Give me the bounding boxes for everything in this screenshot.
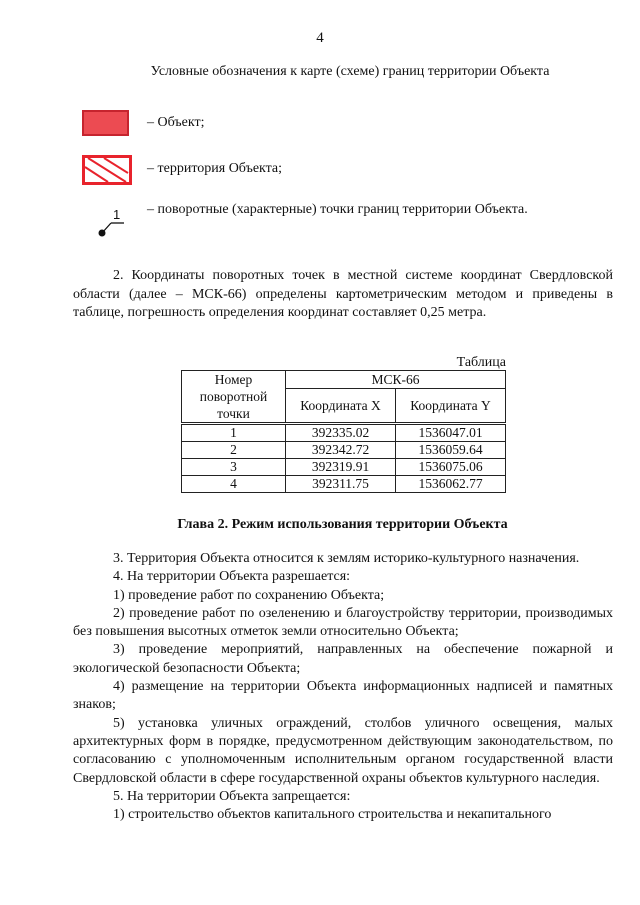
body-paragraph: 5) установка уличных ограждений, столбов уличного освещения, малых архитектурных форм в порядке, предусмотренном действующим законодательством, по согласованию с уполномоченным исполнительным органом государственной власти Свердловской области в сфере государственной охраны объектов культурного наследия. [73,715,613,786]
legend-label-turning-point: – поворотные (характерные) точки границ территории Объекта. [147,202,528,217]
paragraph-coordinates: 2. Координаты поворотных точек в местной системе координат Свердловской области (далее – МСК-66) определены картометрическим методом и приведены в таблице, погрешность определения координат составляет 0,25 метра. [73,268,613,320]
cell-x: 392342.72 [286,442,396,459]
table-row [182,442,506,459]
territory-hatch-icon [82,155,132,185]
body-paragraph: 3) проведение мероприятий, направленных на обеспечение пожарной и экологической безопасности Объекта; [73,642,613,676]
cell-y: 1536059.64 [396,442,506,459]
cell-x: 392319.91 [286,459,396,476]
cell-y: 1536075.06 [396,459,506,476]
coordinates-table [181,370,506,493]
table-caption: Таблица [456,355,506,370]
header-x: Координата X [286,389,396,424]
header-system: МСК-66 [286,371,506,389]
turning-point-marker: 1 [113,207,121,222]
body-paragraph: 2) проведение работ по озеленению и благоустройству территории, производимых без повышения высотных отметок земли относительно Объекта; [73,605,613,640]
cell-point: 1 [182,424,286,442]
object-fill-icon [82,110,129,136]
legend-label-object: – Объект; [147,115,205,130]
body-paragraph: 1) строительство объектов капитального строительства и некапитального [113,807,552,823]
header-y: Координата Y [396,389,506,424]
legend-label-territory: – территория Объекта; [147,161,283,176]
cell-y: 1536047.01 [396,424,506,442]
cell-x: 392335.02 [286,424,396,442]
legend-title: Условные обозначения к карте (схеме) границ территории Объекта [150,64,550,79]
cell-point: 2 [182,442,286,459]
table-row [182,459,506,476]
turning-point-icon [82,200,132,240]
body-paragraph: 4. На территории Объекта разрешается: [113,569,351,585]
page-number: 4 [316,30,324,46]
body-paragraph: 1) проведение работ по сохранению Объекта; [113,587,385,603]
body-paragraph: 4) размещение на территории Объекта информационных надписей и памятных знаков; [73,679,613,713]
table-row [182,476,506,493]
body-paragraph: 5. На территории Объекта запрещается: [113,788,351,804]
chapter-title: Глава 2. Режим использования территории Объекта [177,517,508,532]
header-point-number: Номер поворотной точки [182,371,286,424]
cell-x: 392311.75 [286,476,396,493]
chapter-body [73,550,613,824]
body-paragraph: 3. Территория Объекта относится к землям историко-культурного назначения. [113,551,580,566]
cell-point: 4 [182,476,286,493]
cell-y: 1536062.77 [396,476,506,493]
cell-point: 3 [182,459,286,476]
table-row [182,424,506,442]
